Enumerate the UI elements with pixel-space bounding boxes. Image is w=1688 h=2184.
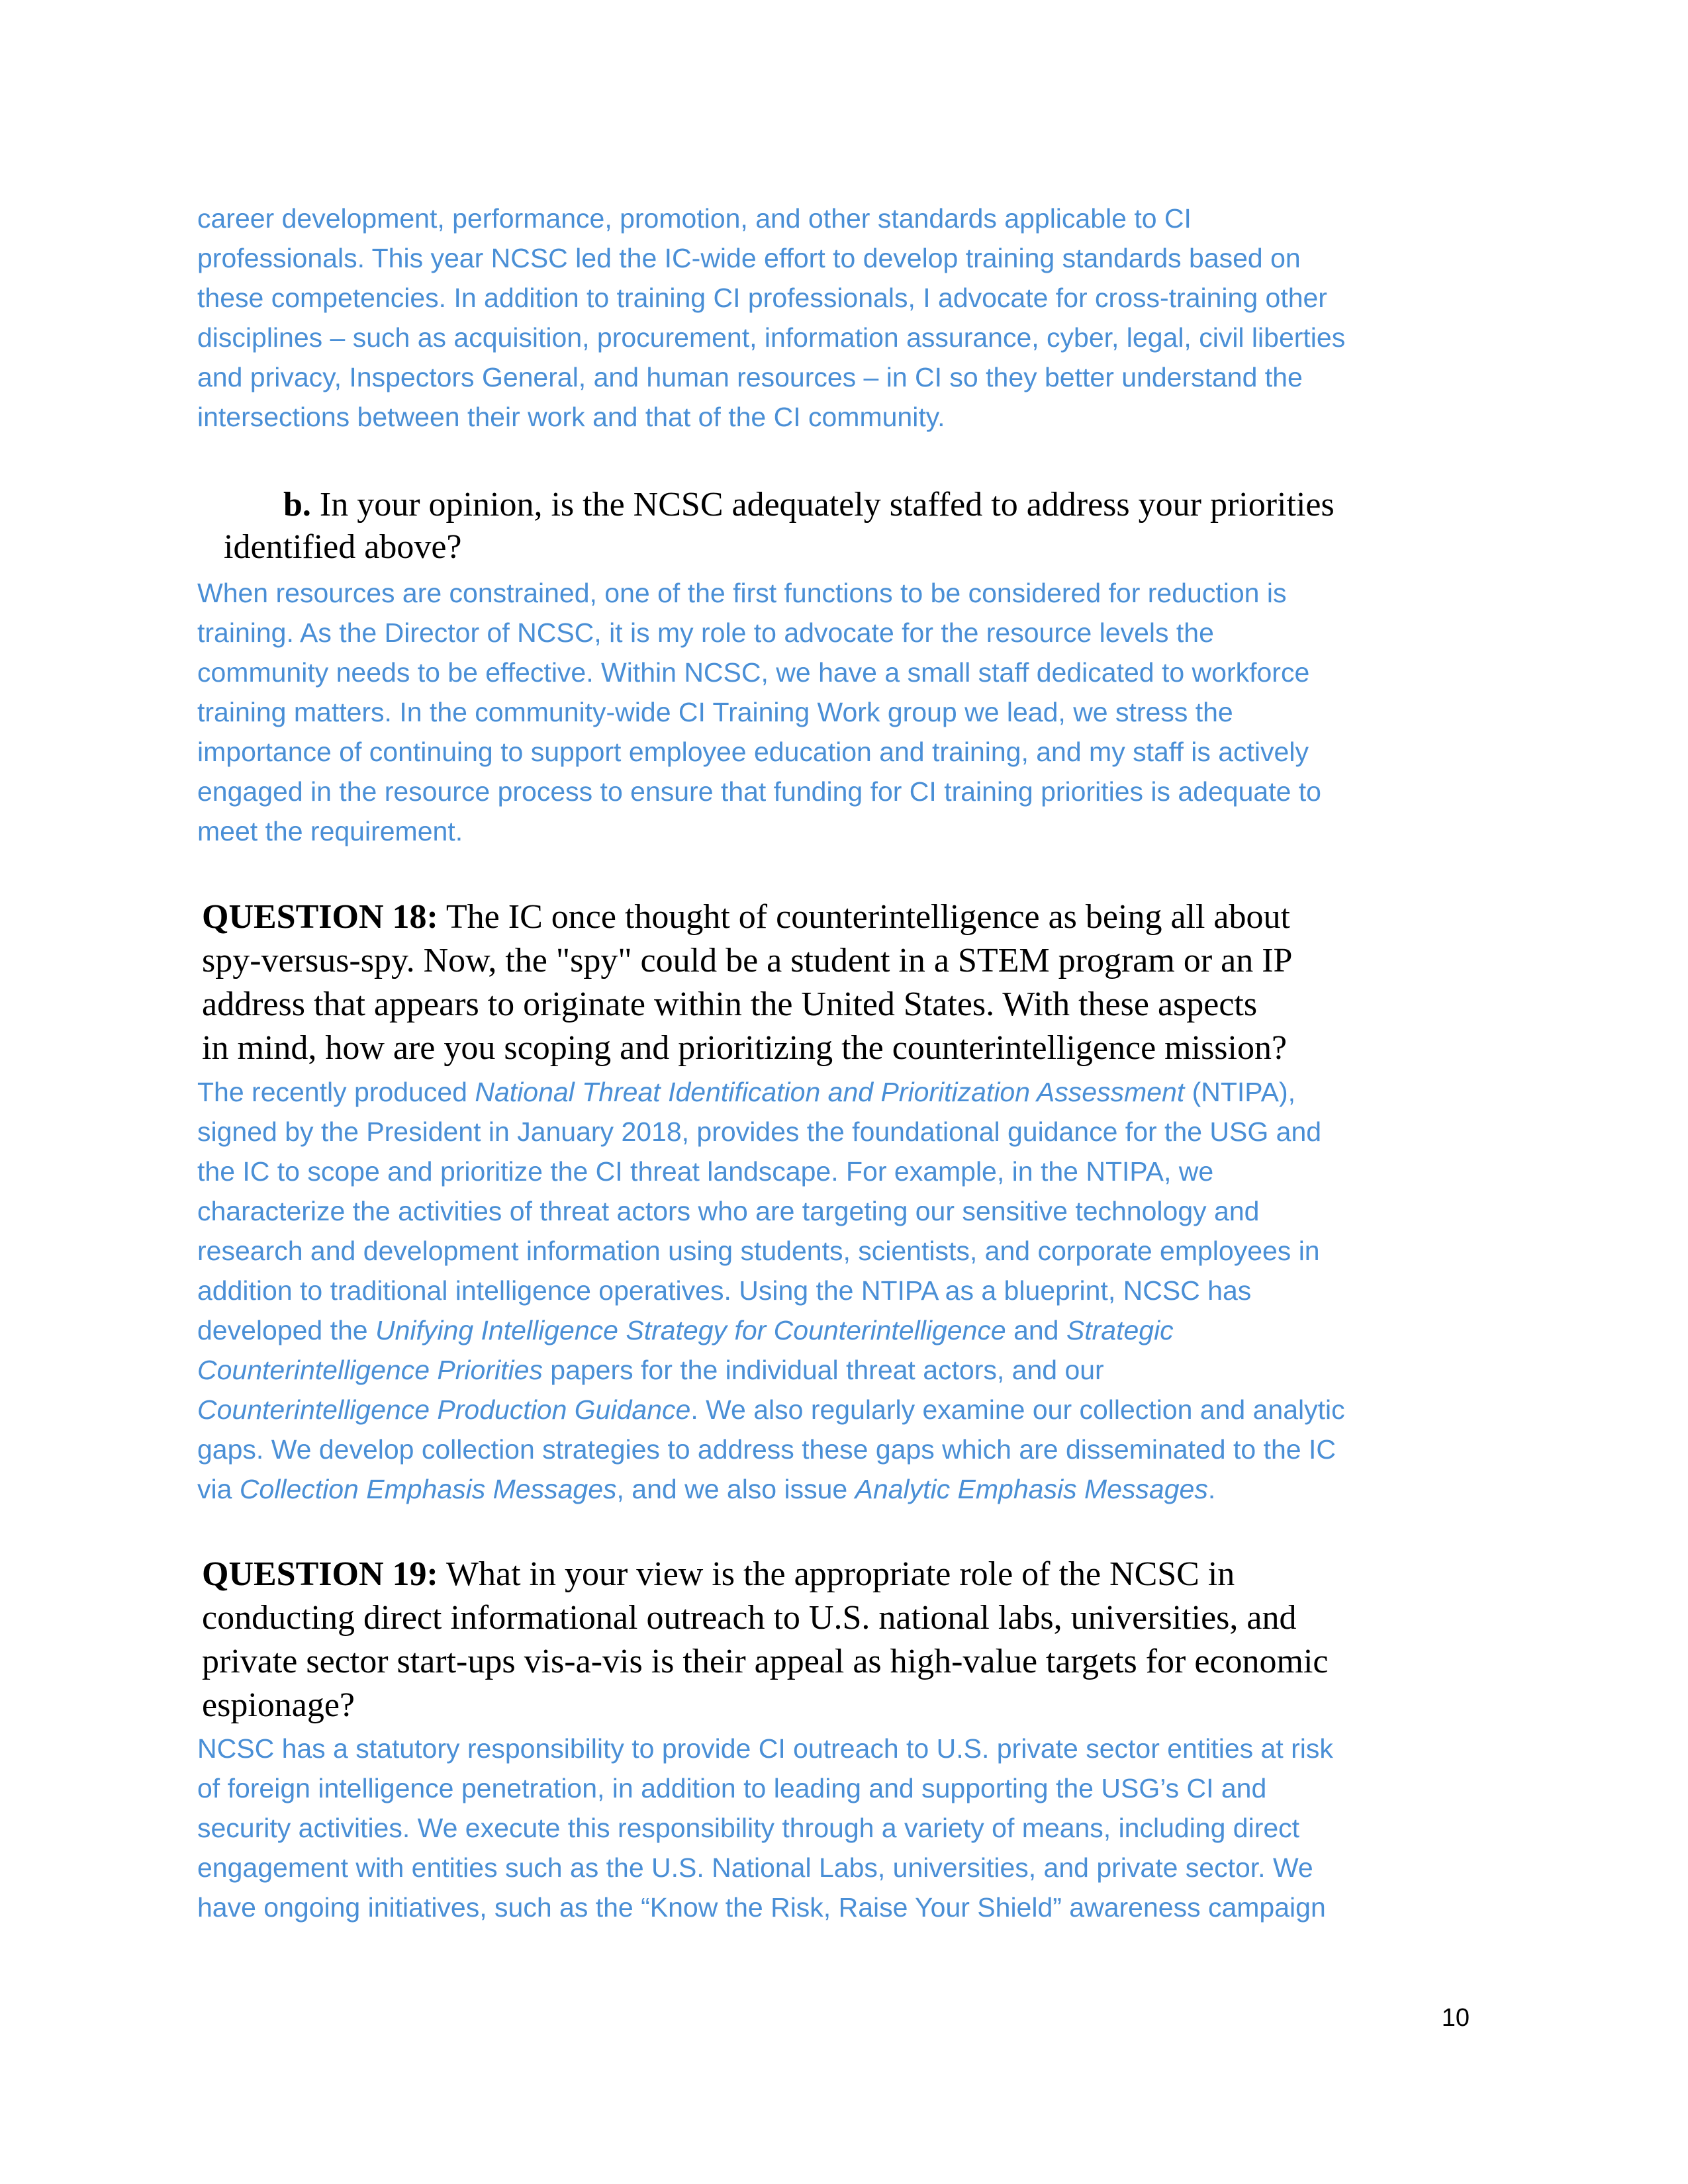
answer-continued-paragraph — [197, 199, 1508, 437]
answer-text: (NTIPA), — [1184, 1077, 1296, 1107]
answer-18-paragraph — [197, 1072, 1508, 1509]
question-line: conducting direct informational outreach to U.S. national labs, universities, and — [202, 1599, 1297, 1637]
answer-text: The recently produced — [197, 1077, 475, 1107]
answer-line: engaged in the resource process to ensure that funding for CI training priorities is adequate to — [197, 776, 1321, 807]
question-line: identified above? — [224, 528, 462, 566]
answer-line — [197, 1072, 1508, 1112]
answer-line: NCSC has a statutory responsibility to provide CI outreach to U.S. private sector entities at risk — [197, 1733, 1333, 1764]
question-label: QUESTION 18: — [202, 898, 438, 936]
document-title: Analytic Emphasis Messages — [855, 1474, 1208, 1504]
answer-line: community needs to be effective. Within NCSC, we have a small staff dedicated to workforce — [197, 657, 1310, 688]
question-text: What in your view is the appropriate role of the NCSC in — [438, 1555, 1235, 1593]
question-label: QUESTION 19: — [202, 1555, 438, 1593]
question-text: The IC once thought of counterintelligence as being all about — [438, 898, 1290, 936]
answer-line: career development, performance, promotion, and other standards applicable to CI — [197, 203, 1192, 234]
answer-text: papers for the individual threat actors, and our — [542, 1355, 1104, 1385]
answer-17b-paragraph — [197, 573, 1508, 851]
answer-line: of foreign intelligence penetration, in addition to leading and supporting the USG’s CI and — [197, 1773, 1267, 1803]
document-title: Counterintelligence Priorities — [197, 1355, 543, 1385]
question-line: spy-versus-spy. Now, the "spy" could be a student in a STEM program or an IP — [202, 942, 1293, 979]
question-line — [202, 1553, 1328, 1596]
document-title: Counterintelligence Production Guidance — [197, 1394, 691, 1425]
question-line — [202, 895, 1292, 939]
question-17b — [224, 483, 1335, 569]
answer-line: engagement with entities such as the U.S. National Labs, universities, and private sector. We — [197, 1852, 1313, 1883]
answer-line: When resources are constrained, one of the first functions to be considered for reduction is — [197, 578, 1287, 608]
answer-line: and privacy, Inspectors General, and human resources – in CI so they better understand the — [197, 362, 1303, 392]
answer-line: professionals. This year NCSC led the IC-wide effort to develop training standards based on — [197, 243, 1301, 273]
question-line: espionage? — [202, 1686, 355, 1724]
answer-line: security activities. We execute this responsibility through a variety of means, including direct — [197, 1813, 1300, 1843]
answer-line: training. As the Director of NCSC, it is my role to advocate for the resource levels the — [197, 617, 1214, 648]
document-title: Strategic — [1066, 1315, 1174, 1345]
answer-line: have ongoing initiatives, such as the “Know the Risk, Raise Your Shield” awareness campaign — [197, 1892, 1326, 1923]
question-line: in mind, how are you scoping and prioritizing the counterintelligence mission? — [202, 1029, 1288, 1067]
answer-line: meet the requirement. — [197, 816, 463, 846]
answer-line — [197, 1350, 1508, 1390]
answer-line: gaps. We develop collection strategies to address these gaps which are disseminated to the IC — [197, 1434, 1336, 1465]
answer-line — [197, 1469, 1508, 1509]
answer-line: characterize the activities of threat actors who are targeting our sensitive technology and — [197, 1196, 1260, 1226]
page-number: 10 — [1441, 2004, 1470, 2032]
answer-text: and — [1006, 1315, 1066, 1345]
question-19 — [202, 1553, 1328, 1727]
answer-text: via — [197, 1474, 240, 1504]
answer-19-paragraph — [197, 1729, 1508, 1927]
answer-line: disciplines – such as acquisition, procurement, information assurance, cyber, legal, civil liberties — [197, 322, 1346, 353]
answer-text: . We also regularly examine our collection and analytic — [690, 1394, 1345, 1425]
question-line: private sector start-ups vis-a-vis is their appeal as high-value targets for economic — [202, 1643, 1329, 1680]
question-18 — [202, 895, 1292, 1070]
answer-line — [197, 1310, 1508, 1350]
question-label: b. — [283, 486, 311, 523]
answer-line: addition to traditional intelligence operatives. Using the NTIPA as a blueprint, NCSC has — [197, 1275, 1252, 1306]
answer-line: intersections between their work and that of the CI community. — [197, 402, 945, 432]
answer-line — [197, 1390, 1508, 1430]
question-line — [224, 483, 1335, 527]
answer-line: importance of continuing to support employee education and training, and my staff is actively — [197, 737, 1309, 767]
document-title: Collection Emphasis Messages — [239, 1474, 617, 1504]
document-title: National Threat Identification and Prioritization Assessment — [475, 1077, 1185, 1107]
answer-line: training matters. In the community-wide CI Training Work group we lead, we stress the — [197, 697, 1233, 727]
answer-line: these competencies. In addition to training CI professionals, I advocate for cross-training other — [197, 283, 1327, 313]
answer-text: developed the — [197, 1315, 376, 1345]
answer-line: the IC to scope and prioritize the CI threat landscape. For example, in the NTIPA, we — [197, 1156, 1214, 1187]
question-line: address that appears to originate within the United States. With these aspects — [202, 985, 1258, 1023]
answer-text: , and we also issue — [616, 1474, 855, 1504]
answer-text: . — [1207, 1474, 1216, 1504]
question-text: In your opinion, is the NCSC adequately staffed to address your priorities — [310, 486, 1335, 523]
answer-line: research and development information using students, scientists, and corporate employees in — [197, 1236, 1320, 1266]
answer-line: signed by the President in January 2018, provides the foundational guidance for the USG and — [197, 1116, 1322, 1147]
document-title: Unifying Intelligence Strategy for Counterintelligence — [375, 1315, 1006, 1345]
